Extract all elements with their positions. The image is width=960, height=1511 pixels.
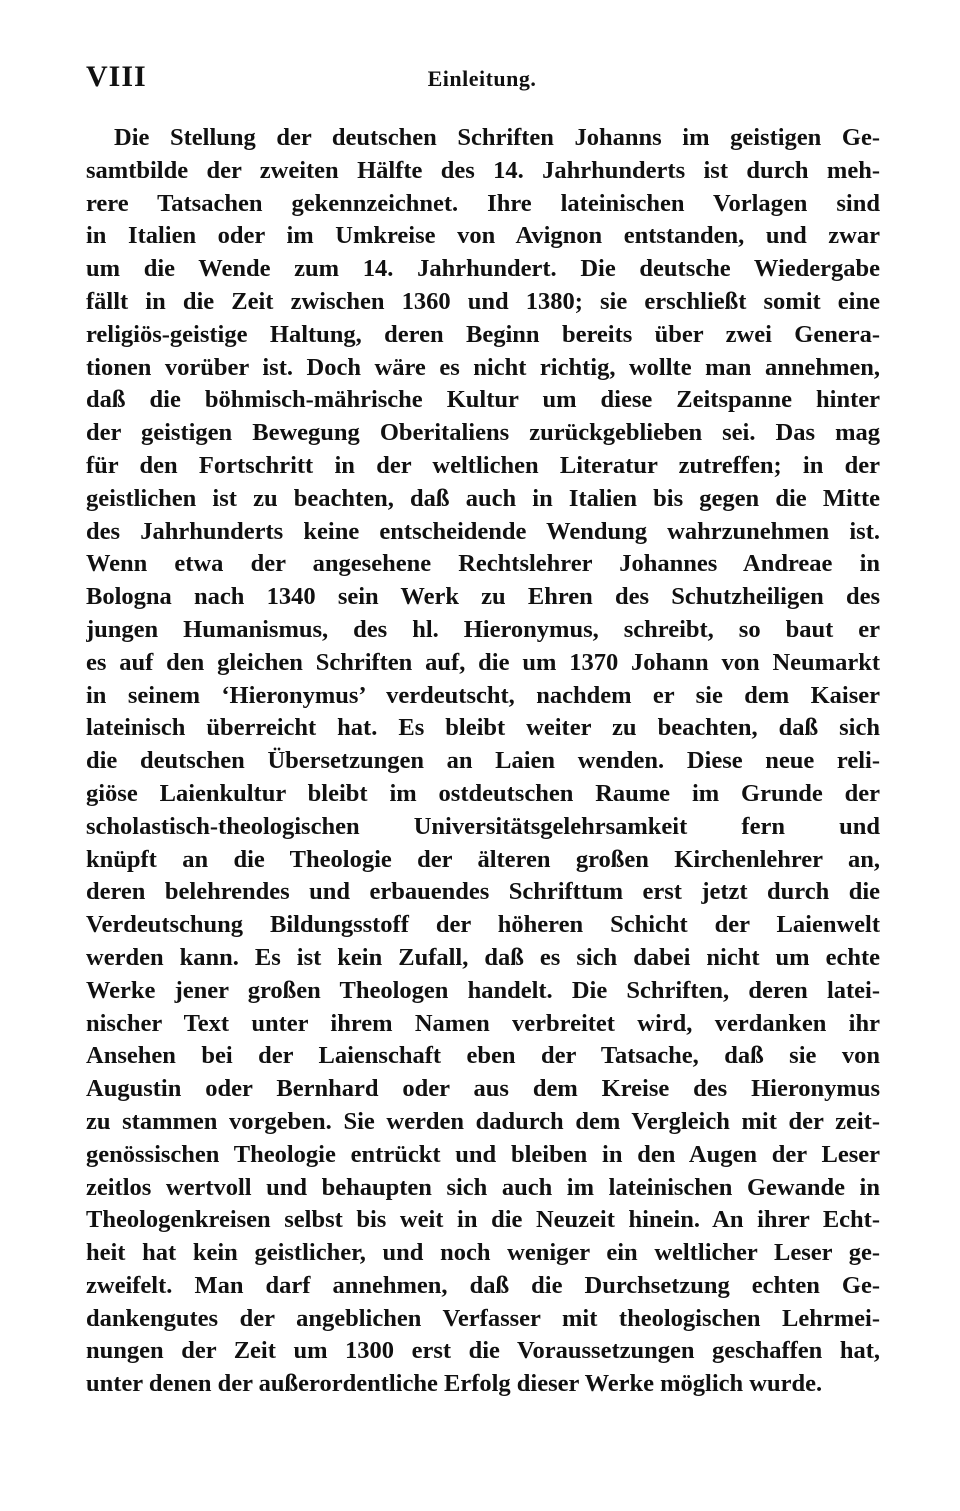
text-line: Augustin oder Bernhard oder aus dem Kreise des Hieronymus bbox=[86, 1075, 880, 1103]
text-line: Ansehen bei der Laienschaft eben der Tatsache, daß sie von bbox=[86, 1042, 880, 1070]
text-line: deren belehrendes und erbauendes Schrifttum erst jetzt durch die bbox=[86, 878, 880, 906]
text-line: nungen der Zeit um 1300 erst die Voraussetzungen geschaffen hat, bbox=[86, 1337, 880, 1365]
text-line: Verdeutschung Bildungsstoff der höheren Schicht der Laienwelt bbox=[86, 911, 880, 939]
text-line: zu stammen vorgeben. Sie werden dadurch dem Vergleich mit der zeit- bbox=[86, 1107, 880, 1135]
text-line: zweifelt. Man darf annehmen, daß die Durchsetzung echten Ge- bbox=[86, 1271, 880, 1299]
text-line: fällt in die Zeit zwischen 1360 und 1380; sie erschließt somit eine bbox=[86, 287, 880, 315]
text-line: tionen vorüber ist. Doch wäre es nicht richtig, wollte man annehmen, bbox=[86, 353, 880, 381]
text-line: religiös-geistige Haltung, deren Beginn bereits über zwei Genera- bbox=[86, 320, 880, 348]
running-head: Einleitung. bbox=[427, 66, 537, 91]
text-line: unter denen der außerordentliche Erfolg dieser Werke möglich wurde. bbox=[86, 1370, 823, 1398]
text-line: jungen Humanismus, des hl. Hieronymus, schreibt, so baut er bbox=[86, 615, 880, 643]
text-line: heit hat kein geistlicher, und noch weniger ein weltlicher Leser ge- bbox=[86, 1239, 880, 1267]
text-line: des Jahrhunderts keine entscheidende Wendung wahrzunehmen ist. bbox=[86, 517, 880, 545]
text-line: scholastisch-theologischen Universitätsgelehrsamkeit fern und bbox=[86, 812, 880, 840]
text-line: nischer Text unter ihrem Namen verbreitet wird, verdanken ihr bbox=[86, 1009, 880, 1037]
text-line: genössischen Theologie entrückt und bleiben in den Augen der Leser bbox=[86, 1140, 880, 1168]
text-line: in seinem ‘Hieronymus’ verdeutscht, nachdem er sie dem Kaiser bbox=[86, 681, 880, 709]
text-line: Bologna nach 1340 sein Werk zu Ehren des Schutzheiligen des bbox=[86, 583, 880, 611]
text-line: für den Fortschritt in der weltlichen Literatur zutreffen; in der bbox=[86, 451, 880, 479]
page-header bbox=[86, 60, 878, 100]
text-line: Die Stellung der deutschen Schriften Johanns im geistigen Ge- bbox=[114, 124, 880, 151]
text-line: die deutschen Übersetzungen an Laien wenden. Diese neue reli- bbox=[86, 747, 880, 775]
text-line: es auf den gleichen Schriften auf, die um 1370 Johann von Neumarkt bbox=[86, 648, 880, 676]
text-line: giöse Laienkultur bleibt im ostdeutschen Raume im Grunde der bbox=[86, 779, 880, 807]
text-line: dankengutes der angeblichen Verfasser mit theologischen Lehrmei- bbox=[86, 1304, 880, 1332]
text-line: werden kann. Es ist kein Zufall, daß es sich dabei nicht um echte bbox=[86, 943, 880, 971]
text-line: daß die böhmisch-mährische Kultur um diese Zeitspanne hinter bbox=[86, 386, 880, 414]
text-line: Werke jener großen Theologen handelt. Die Schriften, deren latei- bbox=[86, 976, 880, 1004]
text-line: Wenn etwa der angesehene Rechtslehrer Johannes Andreae in bbox=[86, 550, 880, 578]
page-number: VIII bbox=[86, 60, 147, 93]
text-line: Theologenkreisen selbst bis weit in die Neuzeit hinein. An ihrer Echt- bbox=[86, 1206, 880, 1234]
text-line: um die Wende zum 14. Jahrhundert. Die deutsche Wiedergabe bbox=[86, 255, 880, 283]
text-line: zeitlos wertvoll und behaupten sich auch im lateinischen Gewande in bbox=[86, 1173, 880, 1201]
text-line: rere Tatsachen gekennzeichnet. Ihre lateinischen Vorlagen sind bbox=[86, 189, 880, 217]
text-line: in Italien oder im Umkreise von Avignon entstanden, und zwar bbox=[86, 222, 880, 250]
text-line: der geistigen Bewegung Oberitaliens zurückgeblieben sei. Das mag bbox=[86, 419, 880, 447]
body-paragraph bbox=[86, 122, 880, 1401]
text-line: geistlichen ist zu beachten, daß auch in Italien bis gegen die Mitte bbox=[86, 484, 880, 512]
text-line: lateinisch überreicht hat. Es bleibt weiter zu beachten, daß sich bbox=[86, 714, 880, 742]
text-line: knüpft an die Theologie der älteren großen Kirchenlehrer an, bbox=[86, 845, 880, 873]
text-line: samtbilde der zweiten Hälfte des 14. Jahrhunderts ist durch meh- bbox=[86, 156, 880, 184]
